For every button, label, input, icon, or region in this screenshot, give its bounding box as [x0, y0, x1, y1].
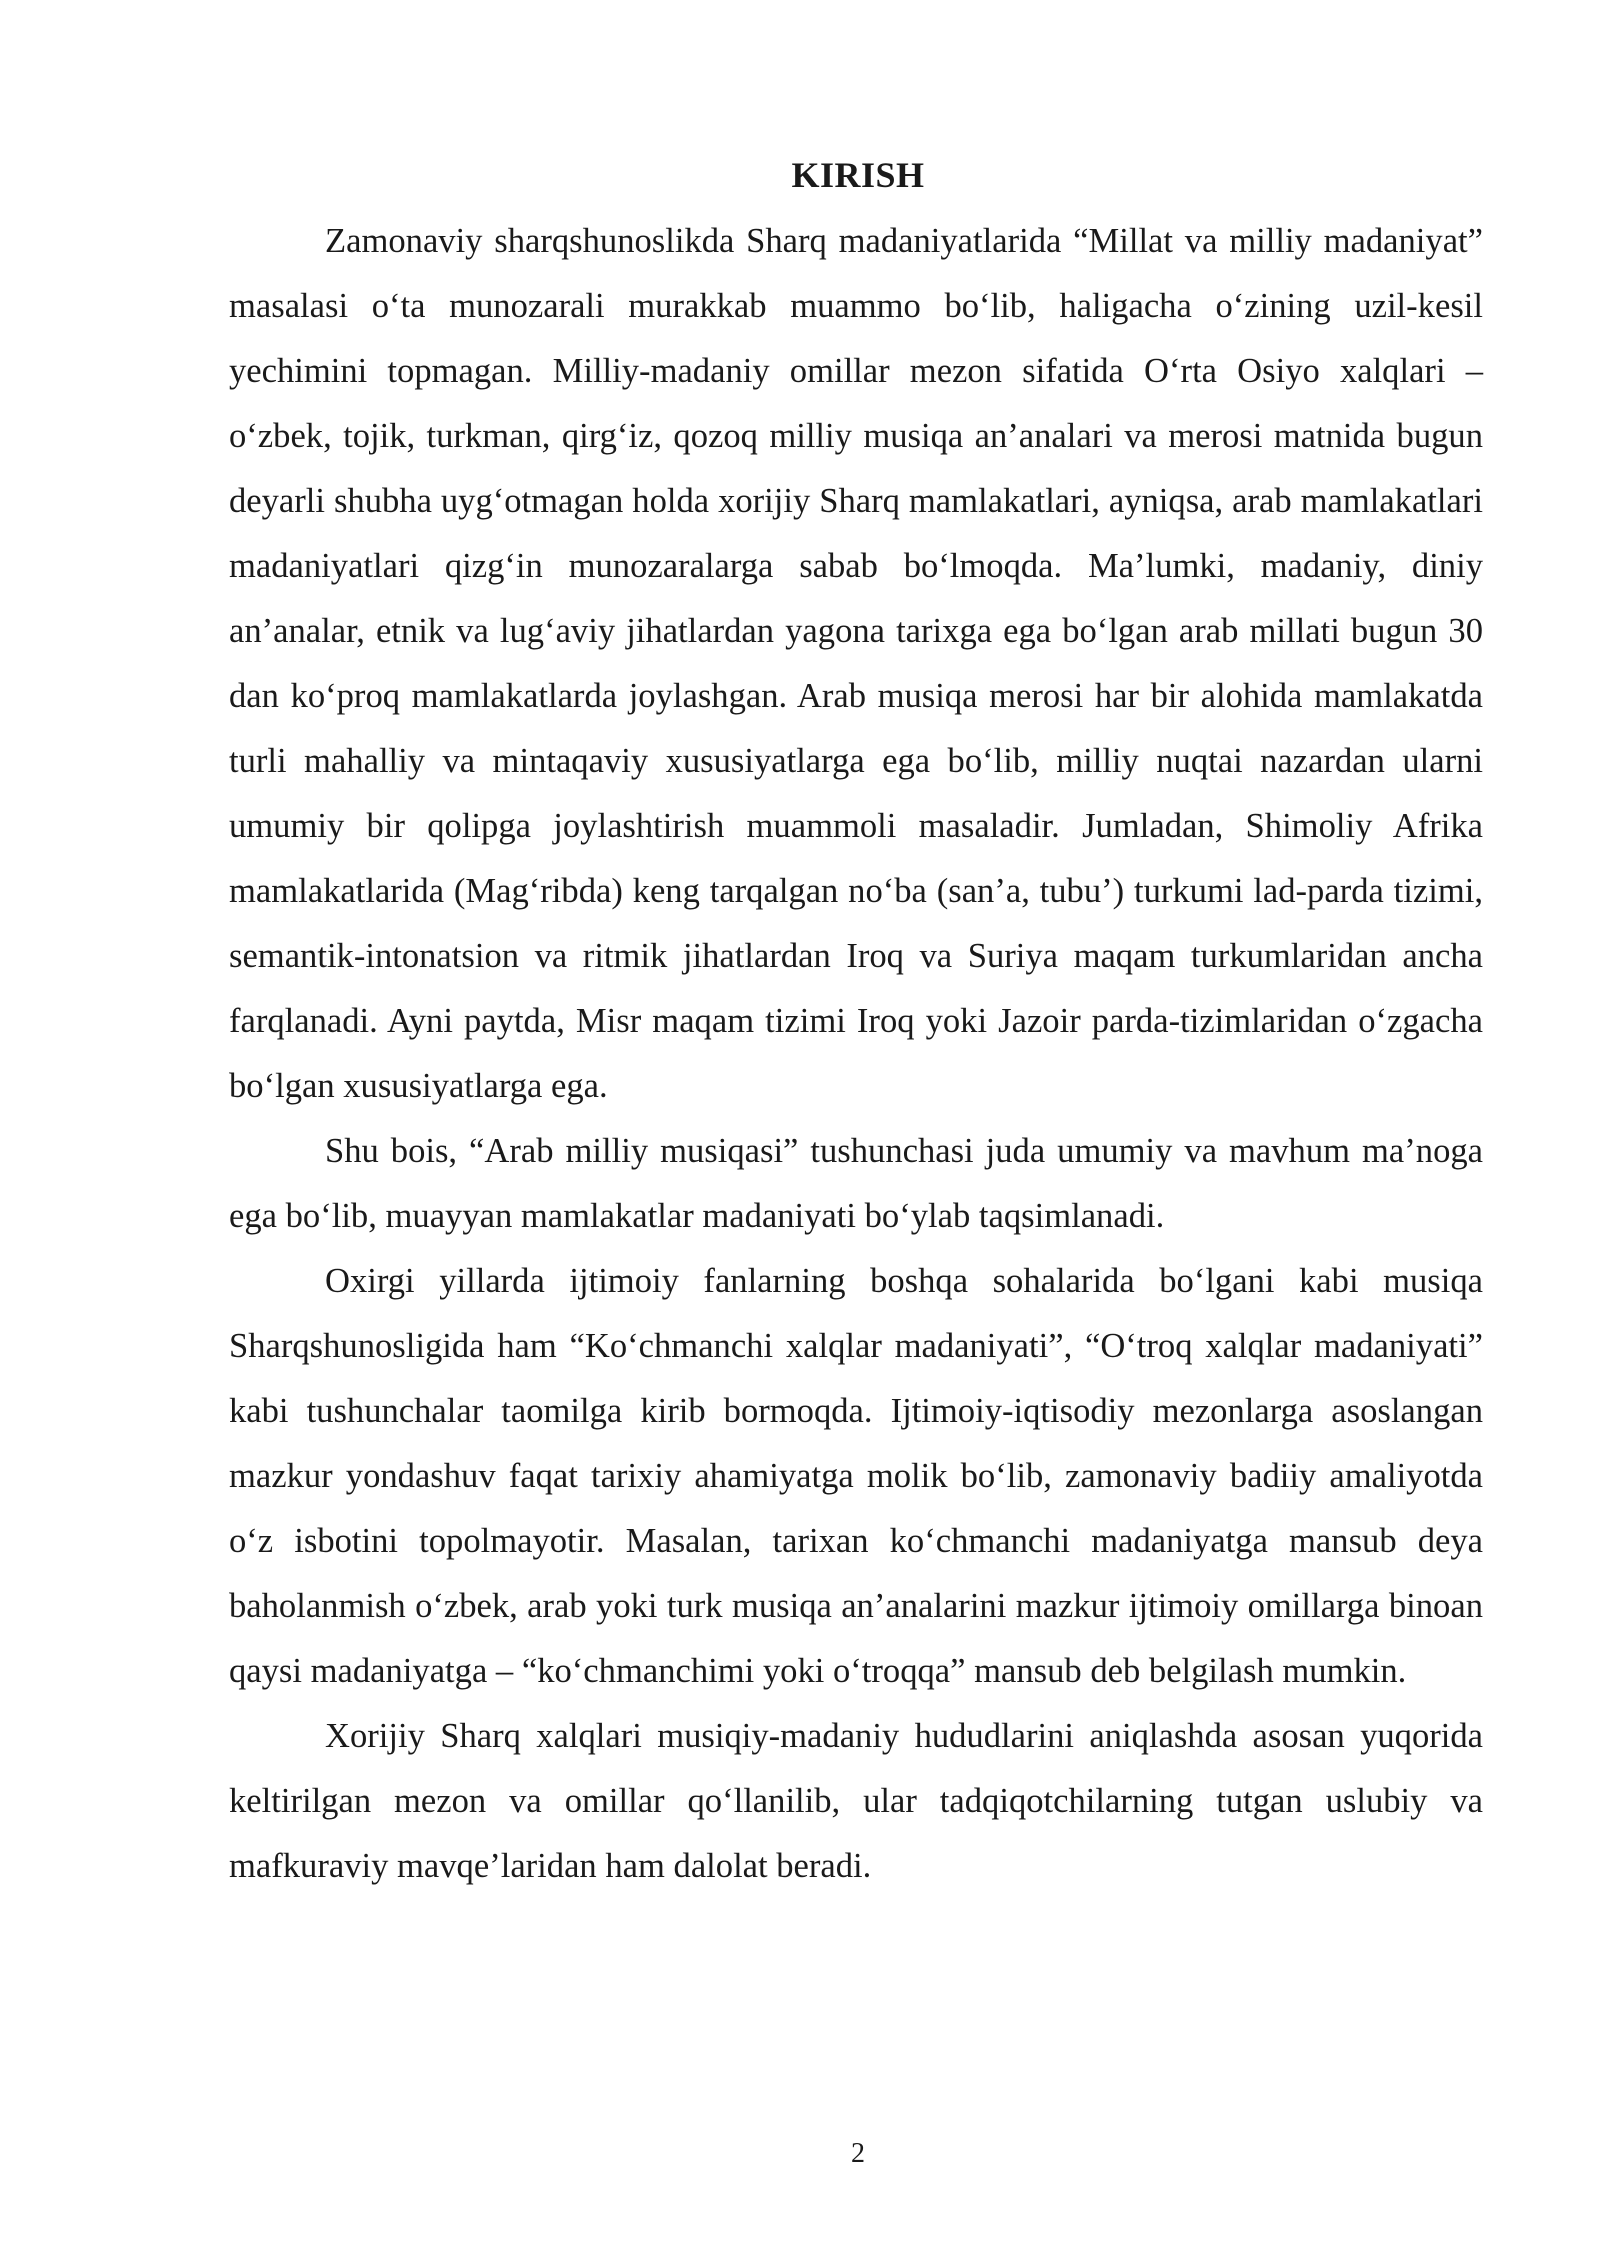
paragraph: Xorijiy Sharq xalqlari musiqiy-madaniy hududlarini aniqlashda asosan yuqorida keltirilgan mezon va omillar qo‘llanilib, ular tadqiqotchilarning tutgan uslubiy va mafkuraviy mavqe’laridan ham dalolat beradi. [229, 1717, 1483, 1885]
paragraph: Shu bois, “Arab milliy musiqasi” tushunchasi juda umumiy va mavhum ma’noga ega bo‘lib, muayyan mamlakatlar madaniyati bo‘ylab taqsimlanadi. [229, 1132, 1483, 1235]
page-number: 2 [851, 2138, 865, 2169]
paragraph: Zamonaviy sharqshunoslikda Sharq madaniyatlarida “Millat va milliy madaniyat” masalasi o‘ta munozarali murakkab muammo bo‘lib, haligacha o‘zining uzil-kesil yechimini topmagan. Milliy-madaniy omillar mezon sifatida O‘rta Osiyo xalqlari – o‘zbek, tojik, turkman, qirg‘iz, qozoq milliy musiqa an’analari va merosi matnida bugun deyarli shubha uyg‘otmagan holda xorijiy Sharq mamlakatlari, ayniqsa, arab mamlakatlari madaniyatlari qizg‘in munozaralarga sabab bo‘lmoqda. Ma’lumki, madaniy, diniy an’analar, etnik va lug‘aviy jihatlardan yagona tarixga ega bo‘lgan arab millati bugun 30 dan ko‘proq mamlakatlarda joylashgan. Arab musiqa merosi har bir alohida mamlakatda turli mahalliy va mintaqaviy xususiyatlarga ega bo‘lib, milliy nuqtai nazardan ularni umumiy bir qolipga joylashtirish muammoli masaladir. Jumladan, Shimoliy Afrika mamlakatlarida (Mag‘ribda) keng tarqalgan no‘ba (san’a, tubu’) turkumi lad-parda tizimi, semantik-intonatsion va ritmik jihatlardan Iroq va Suriya maqam turkumlaridan ancha farqlanadi. Ayni paytda, Misr maqam tizimi Iroq yoki Jazoir parda-tizimlaridan o‘zgacha bo‘lgan xususiyatlarga ega. [229, 222, 1483, 1105]
body-text [229, 209, 1483, 1899]
paragraph: Oxirgi yillarda ijtimoiy fanlarning boshqa sohalarida bo‘lgani kabi musiqa Sharqshunosligida ham “Ko‘chmanchi xalqlar madaniyati”, “O‘troq xalqlar madaniyati” kabi tushunchalar taomilga kirib bormoqda. Ijtimoiy-iqtisodiy mezonlarga asoslangan mazkur yondashuv faqat tarixiy ahamiyatga molik bo‘lib, zamonaviy badiiy amaliyotda o‘z isbotini topolmayotir. Masalan, tarixan ko‘chmanchi madaniyatga mansub deya baholanmish o‘zbek, arab yoki turk musiqa an’analarini mazkur ijtimoiy omillarga binoan qaysi madaniyatga – “ko‘chmanchimi yoki o‘troqqa” mansub deb belgilash mumkin. [229, 1262, 1483, 1690]
section-heading: KIRISH [791, 155, 925, 195]
